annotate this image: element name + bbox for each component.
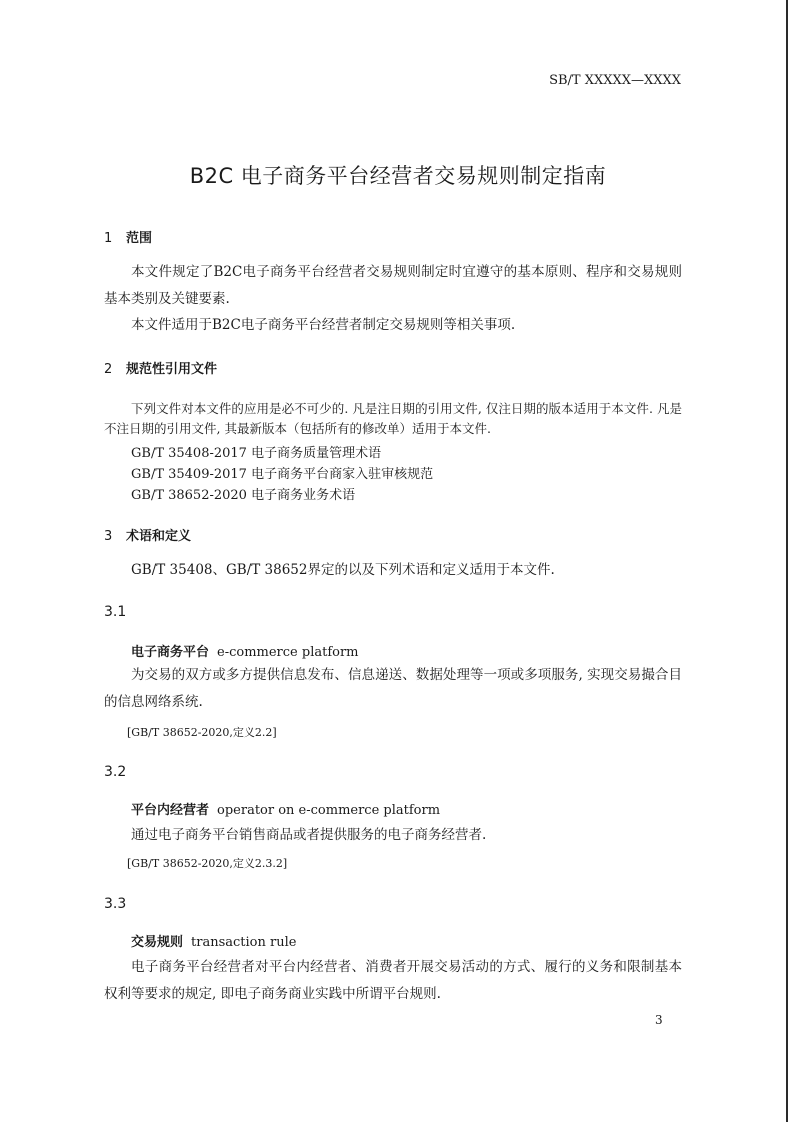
term-number: 3.3: [104, 896, 127, 912]
document-title: B2C 电子商务平台经营者交易规则制定指南: [189, 164, 607, 188]
term-entry: [131, 931, 296, 950]
term-entry: [131, 799, 440, 818]
section-number: 3: [104, 529, 113, 544]
section-2-intro: 下列文件对本文件的应用是必不可少的. 凡是注日期的引用文件, 仅注日期的版本适用于本文件. 凡是不注日期的引用文件, 其最新版本（包括所有的修改单）适用于本文件.: [104, 401, 682, 436]
term-source: [GB/T 38652-2020,定义2.3.2]: [127, 857, 288, 870]
term-number: 3.1: [104, 604, 127, 620]
term-chinese: 交易规则: [131, 935, 184, 950]
reference-item: GB/T 38652-2020 电子商务业务术语: [131, 488, 356, 503]
term-source: [GB/T 38652-2020,定义2.2]: [127, 726, 277, 739]
section-number: 1: [104, 231, 113, 246]
section-title: 范围: [126, 231, 153, 246]
reference-item: GB/T 35408-2017 电子商务质量管理术语: [131, 446, 382, 461]
section-title: 规范性引用文件: [126, 362, 218, 377]
term-chinese: 平台内经营者: [131, 803, 210, 818]
term-entry: [131, 641, 359, 660]
section-3-intro: GB/T 35408、GB/T 38652界定的以及下列术语和定义适用于本文件.: [131, 562, 555, 578]
section-1-heading: [104, 227, 152, 246]
reference-item: GB/T 35409-2017 电子商务平台商家入驻审核规范: [131, 467, 434, 482]
standard-code: SB/T XXXXX—XXXX: [549, 73, 681, 88]
term-english: operator on e-commerce platform: [217, 803, 441, 818]
section-2-heading: [104, 358, 217, 377]
section-1-paragraph-1: 本文件规定了B2C电子商务平台经营者交易规则制定时宜遵守的基本原则、程序和交易规则基本类别及关键要素.: [104, 264, 682, 307]
term-definition: 电子商务平台经营者对平台内经营者、消费者开展交易活动的方式、履行的义务和限制基本权利等要求的规定, 即电子商务商业实践中所谓平台规则.: [104, 959, 682, 1002]
term-chinese: 电子商务平台: [131, 645, 210, 660]
term-english: e-commerce platform: [217, 645, 359, 660]
term-definition: 通过电子商务平台销售商品或者提供服务的电子商务经营者.: [131, 827, 487, 843]
term-number: 3.2: [104, 764, 127, 780]
page-number: 3: [655, 1013, 663, 1027]
section-3-heading: [104, 525, 191, 544]
section-1-paragraph-2: 本文件适用于B2C电子商务平台经营者制定交易规则等相关事项.: [131, 317, 516, 333]
section-number: 2: [104, 362, 113, 377]
section-title: 术语和定义: [126, 529, 192, 544]
term-english: transaction rule: [191, 935, 297, 950]
term-definition: 为交易的双方或多方提供信息发布、信息递送、数据处理等一项或多项服务, 实现交易撮合目的信息网络系统.: [104, 667, 682, 710]
